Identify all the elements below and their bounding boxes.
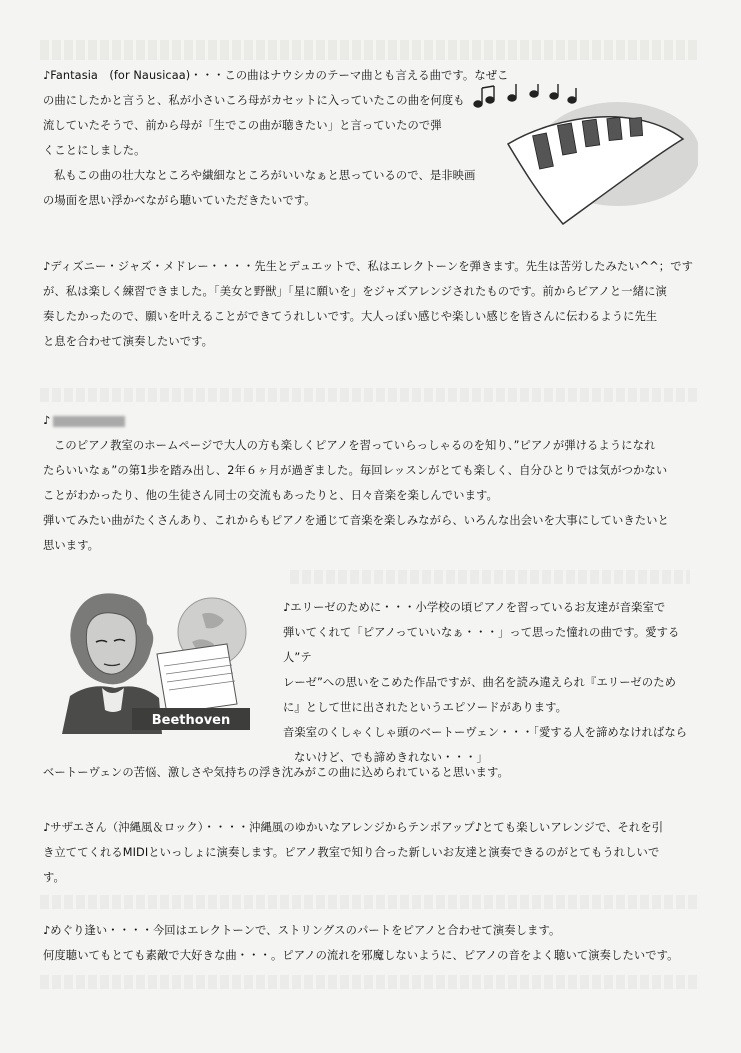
sazae-line: ♪サザエさん（沖縄風＆ロック）・・・・沖縄風のゆかいなアレンジからテンポアップ♪とても楽しいアレンジで、それを引 xyxy=(43,821,664,834)
profile-line: 弾いてみたい曲がたくさんあり、これからもピアノを通じて音楽を楽しみながら、いろんな出会いを大事にしていきたいと xyxy=(43,514,669,527)
disney-line: が、私は楽しく練習できました。「美女と野獣」「星に願いを」をジャズアレンジされたものです。前からピアノと一緒に演 xyxy=(43,285,667,298)
profile-section xyxy=(43,408,703,558)
fantasia-line: 私もこの曲の壮大なところや繊細なところがいいなぁと思っているので、是非映画 xyxy=(54,169,476,182)
disney-line: 奏したかったので、願いを叶えることができてうれしいです。大人っぽい感じや楽しい感じを皆さんに伝わるように先生 xyxy=(43,310,658,323)
elise-line: ♪エリーゼのために・・・小学校の頃ピアノを習っているお友達が音楽室で xyxy=(283,601,666,614)
elise-closing xyxy=(43,760,703,785)
meguriai-line: ♪めぐり逢い・・・・今回はエレクトーンで、ストリングスのパートをピアノと合わせて演奏します。 xyxy=(43,924,561,937)
profile-line: たらいいなぁ”の第1歩を踏み出し、2年６ヶ月が過ぎました。毎回レッスンがとても楽しく、自分ひとりでは気がつかない xyxy=(43,464,668,477)
profile-line: ことがわかったり、他の生徒さん同士の交流もあったりと、日々音楽を楽しんでいます。 xyxy=(43,489,498,502)
profile-line: このピアノ教室のホームページで大人の方も楽しくピアノを習っていらっしゃるのを知り、”ピアノが弾けるようになれ xyxy=(54,439,656,452)
elise-line: ないけど、でも諦めきれない・・・」 xyxy=(294,751,488,764)
fantasia-line: ♪Fantasia (for Nausicaa)・・・この曲はナウシカのテーマ曲とも言える曲です。なぜこ xyxy=(43,69,509,82)
elise-line: に』として世に出されたというエピソードがあります。 xyxy=(283,701,568,714)
elise-section xyxy=(283,595,703,770)
sheet-music-shape xyxy=(157,644,237,714)
fantasia-line: の曲にしたかと言うと、私が小さいころ母がカセットに入っていたこの曲を何度も xyxy=(43,94,465,107)
elise-closing-line: ベートーヴェンの苦悩、激しさや気持ちの浮き沈みがこの曲に込められていると思います。 xyxy=(43,766,509,779)
show-through-text xyxy=(290,570,690,584)
elise-line: レーゼ”への思いをこめた作品ですが、曲名を読み違えられ『エリーゼのため xyxy=(283,676,676,689)
beethoven-caption: Beethoven xyxy=(151,713,231,728)
show-through-text xyxy=(40,895,700,909)
fantasia-line: くことにしました。 xyxy=(43,144,146,157)
profile-heading xyxy=(43,408,703,433)
disney-line: と息を合わせて演奏したいです。 xyxy=(43,335,214,348)
disney-line: ♪ディズニー・ジャズ・メドレー・・・・先生とデュエットで、私はエレクトーンを弾きます。先生は苦労したみたい^^；です xyxy=(43,260,693,273)
redacted-name xyxy=(53,416,125,427)
disney-section xyxy=(43,254,703,354)
note-mark: ♪ xyxy=(43,414,51,427)
beethoven-illustration xyxy=(52,584,257,734)
meguriai-line: 何度聴いてもとても素敵で大好きな曲・・・。ピアノの流れを邪魔しないように、ピアノの音をよく聴いて演奏したいです。 xyxy=(43,949,679,962)
show-through-text xyxy=(40,975,700,989)
profile-line: 思います。 xyxy=(43,539,100,552)
music-notes-icon xyxy=(474,84,576,107)
sazae-line: き立ててくれるMIDIといっしょに演奏します。ピアノ教室で知り合った新しいお友達と演奏できるのがとてもうれしいで xyxy=(43,846,660,859)
meguriai-section xyxy=(43,918,703,968)
sazae-section xyxy=(43,815,703,890)
fantasia-line: の場面を思い浮かべながら聴いていただきたいです。 xyxy=(43,194,316,207)
fantasia-line: 流していたそうで、前から母が「生でこの曲が聴きたい」と言っていたので弾 xyxy=(43,119,442,132)
show-through-text xyxy=(40,388,700,402)
show-through-text xyxy=(40,40,700,60)
piano-keys-illustration xyxy=(468,84,698,234)
elise-line: 音楽室のくしゃくしゃ頭のベートーヴェン・・・「愛する人を諦めなければなら xyxy=(283,726,688,739)
elise-line: 弾いてくれて「ピアノっていいなぁ・・・」って思った憧れの曲です。愛する人”テ xyxy=(283,626,680,664)
sazae-line: す。 xyxy=(43,871,65,884)
